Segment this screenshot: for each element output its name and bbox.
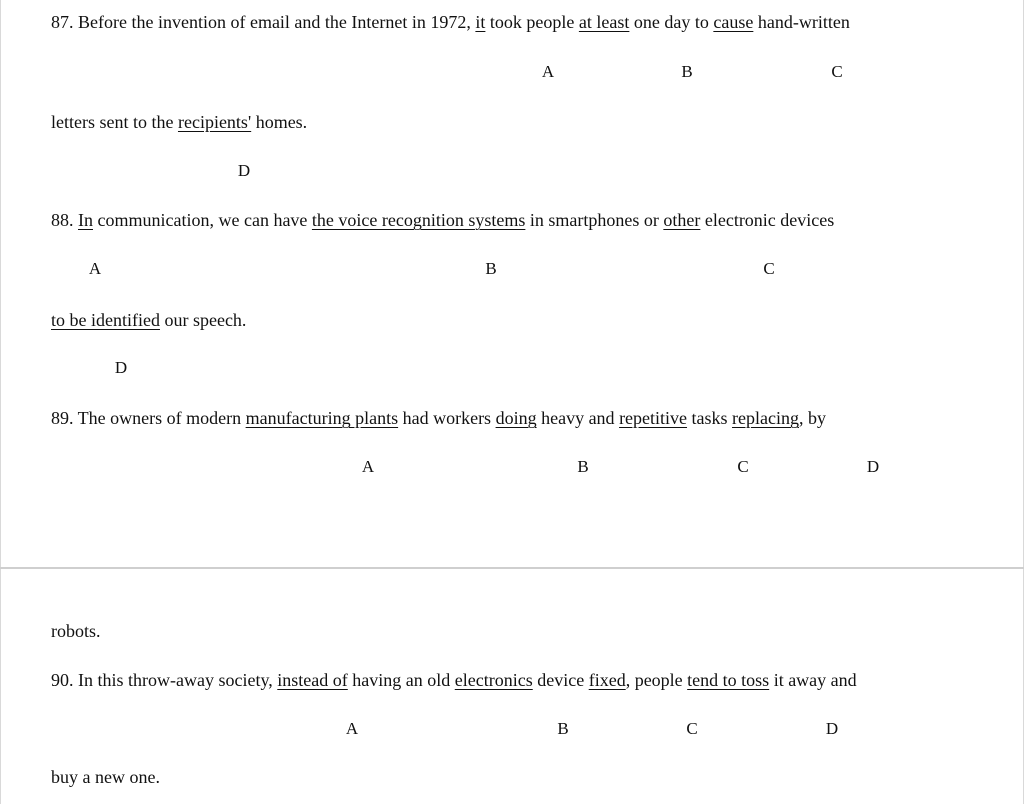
question-87-option-d-text: recipients' [177, 112, 252, 132]
question-89-line-2: robots. [51, 621, 101, 641]
question-88-option-d-text: to be identified [51, 310, 160, 330]
question-87-label-b: B [681, 62, 693, 81]
question-87-line-1: 87. Before the invention of email and the Internet in 1972, it took people at least one day to cause hand-written [51, 12, 850, 32]
question-90-line-1: 90. In this throw-away society, instead of having an old electronics device fixed, people tend to toss it away and [51, 670, 857, 690]
question-87-number: 87. [51, 12, 74, 32]
question-89-label-c: C [737, 457, 749, 476]
question-87-option-a-text: it [475, 12, 486, 32]
question-87-label-d: D [237, 161, 251, 180]
question-87-label-c: C [831, 62, 843, 81]
question-90-option-c-text: fixed [588, 670, 626, 690]
question-87-option-c-text: cause [713, 12, 754, 32]
question-88-option-a-text: In [78, 210, 93, 230]
question-88-label-c: C [763, 259, 775, 278]
question-90-label-a: A [345, 719, 359, 738]
question-90-label-c: C [686, 719, 698, 738]
question-88-option-c-text: other [663, 210, 701, 230]
question-89-option-b-text: doing [495, 408, 537, 428]
question-87-label-a: A [541, 62, 555, 81]
question-88-label-a: A [88, 259, 102, 278]
question-88-label-b: B [485, 259, 497, 278]
question-89-label-d: D [866, 457, 880, 476]
question-87-line-2: letters sent to the recipients' homes. [51, 112, 308, 132]
question-88-label-d: D [114, 358, 128, 377]
question-90-number: 90. [51, 670, 74, 690]
question-88-line-1: 88. In communication, we can have the voice recognition systems in smartphones or other electronic devices [51, 210, 835, 230]
question-88-option-b-text: the voice recognition systems [311, 210, 526, 230]
question-90-label-d: D [825, 719, 839, 738]
question-89-label-b: B [577, 457, 589, 476]
question-87-option-b-text: at least [578, 12, 630, 32]
question-90-option-a-text: instead of [277, 670, 348, 690]
question-90-label-b: B [557, 719, 569, 738]
question-90-line-2: buy a new one. [51, 767, 160, 787]
question-89-option-c-text: repetitive [619, 408, 688, 428]
question-90-option-d-text: tend to toss [687, 670, 770, 690]
question-90-option-b-text: electronics [454, 670, 533, 690]
question-88-number: 88. [51, 210, 74, 230]
question-89-number: 89. [51, 408, 74, 428]
question-89-option-a-text: manufacturing plants [245, 408, 399, 428]
question-89-label-a: A [361, 457, 375, 476]
document-page-2 [0, 569, 1024, 804]
question-89-line-1: 89. The owners of modern manufacturing plants had workers doing heavy and repetitive tasks replacing, by [51, 408, 826, 428]
question-88-line-2: to be identified our speech. [51, 310, 247, 330]
question-89-option-d-text: replacing [732, 408, 799, 428]
